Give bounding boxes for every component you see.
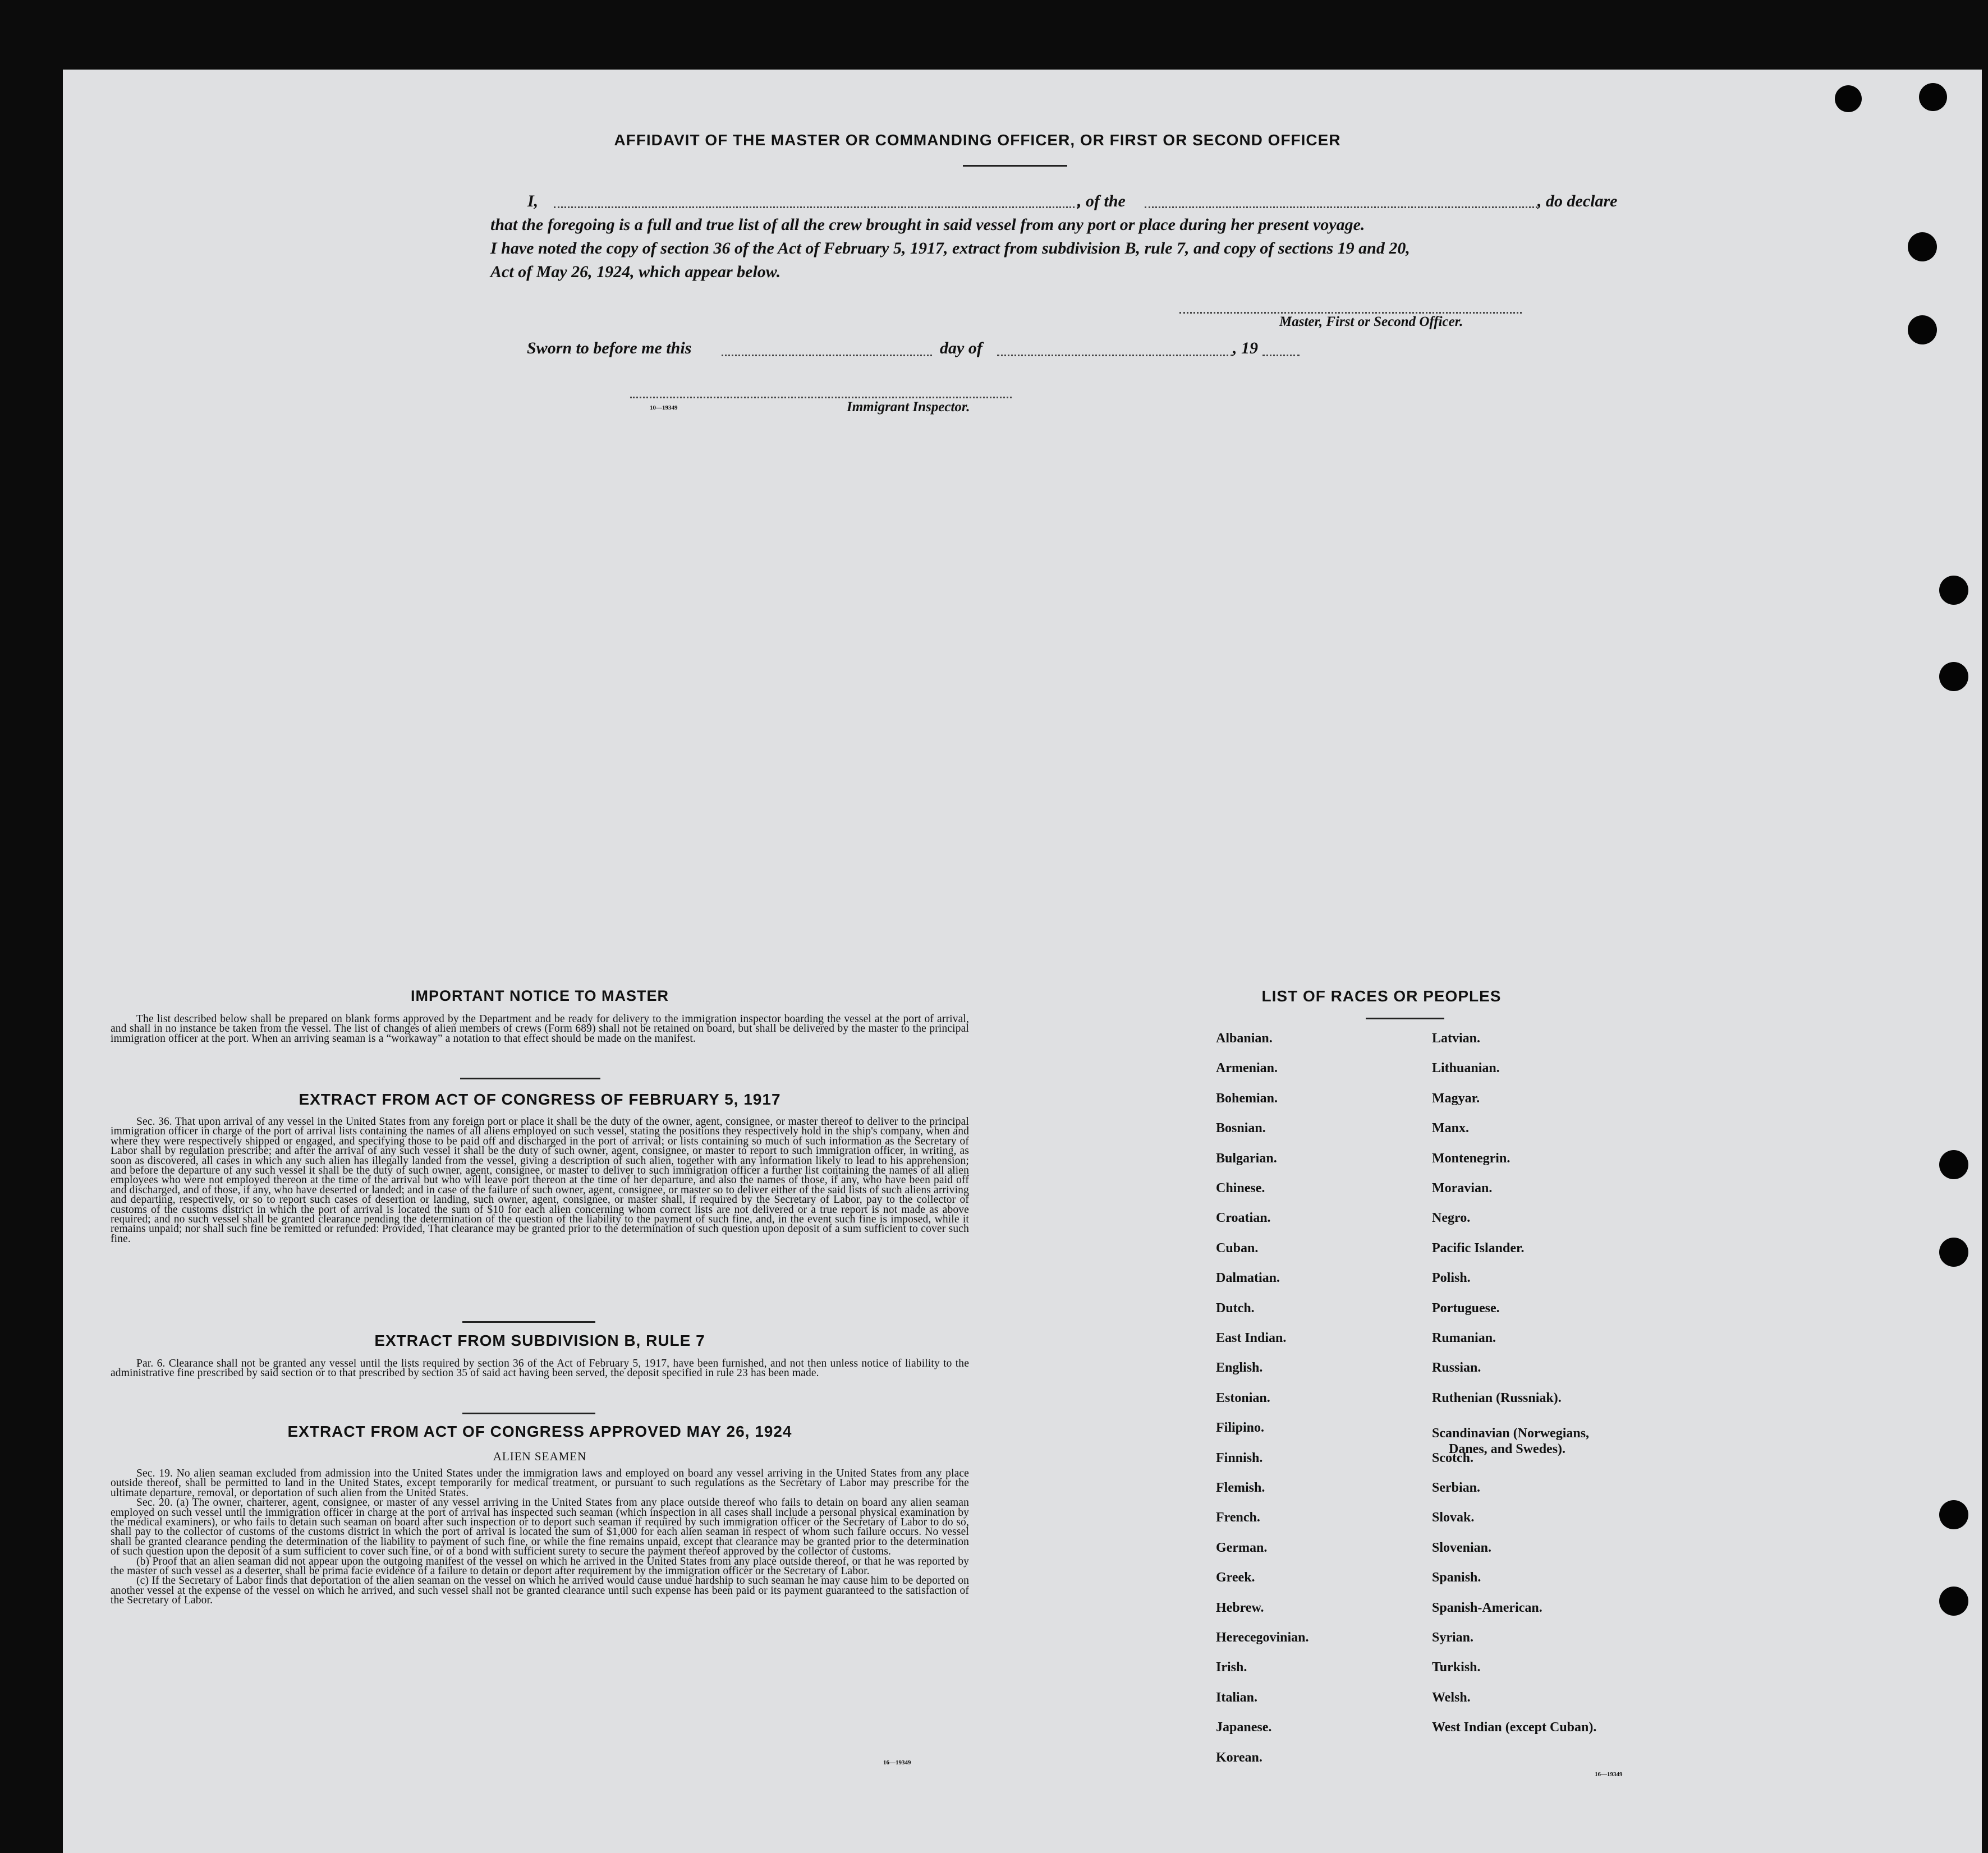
race-item: Magyar. [1432, 1091, 1480, 1106]
race-item: Japanese. [1216, 1720, 1272, 1735]
race-item: Chinese. [1216, 1181, 1265, 1196]
sec20b-text: (b) Proof that an alien seaman did not appear upon the outgoing manifest of the vessel on which he arrived in the United States from any place outside thereof, or that he was reported by the master of such vessel as a deserter, shall be prima facie evidence of a failure to detain or deport after requirement by the immigration officer or the Secretary of Labor. [111, 1555, 969, 1578]
notice-rule [460, 1078, 600, 1079]
race-item: Bohemian. [1216, 1091, 1278, 1106]
race-item: Scotch. [1432, 1450, 1473, 1465]
name-blank [554, 206, 1078, 208]
extract-1917-title: EXTRACT FROM ACT OF CONGRESS OF FEBRUARY 5, 1917 [299, 1091, 781, 1108]
race-item: Dutch. [1216, 1300, 1255, 1316]
race-item: Pacific Islander. [1432, 1240, 1525, 1256]
race-item: Ruthenian (Russniak). [1432, 1390, 1562, 1405]
race-item: Hebrew. [1216, 1600, 1264, 1615]
race-item: Slovenian. [1432, 1540, 1492, 1555]
race-item: Filipino. [1216, 1420, 1265, 1436]
signature-label: Master, First or Second Officer. [1279, 314, 1463, 329]
race-item: Korean. [1216, 1750, 1262, 1765]
race-item: Bulgarian. [1216, 1151, 1277, 1166]
race-item: Manx. [1432, 1121, 1469, 1136]
affidavit-form-number: 10—19349 [650, 404, 678, 411]
race-item: Bosnian. [1216, 1121, 1266, 1136]
punch-hole [1939, 1238, 1968, 1267]
form-sheet [63, 70, 1982, 1853]
year-blank [1262, 355, 1300, 356]
race-item: Rumanian. [1432, 1331, 1496, 1345]
race-item: Finnish. [1216, 1450, 1263, 1465]
punch-hole [1939, 1587, 1968, 1616]
inspector-label: Immigrant Inspector. [847, 399, 970, 415]
sworn-text: Sworn to before me this [527, 339, 692, 357]
extract-1924-subtitle: ALIEN SEAMEN [493, 1450, 587, 1463]
race-item: Croatian. [1216, 1211, 1271, 1226]
sec20c-text: (c) If the Secretary of Labor finds that deportation of the alien seaman on the vessel on which he arrived would cause undue hardship to such seaman he may cause him to be deported on another vessel at the expense of the vessel on which he arrived, and such vessel shall not be granted clearance until such expense has been paid or its payment guaranteed to the satisfaction of the Secretary of Labor. [111, 1575, 969, 1607]
race-item: Herecegovinian. [1216, 1630, 1309, 1645]
affidavit-do-declare: , do declare [1537, 192, 1618, 210]
race-item: German. [1216, 1540, 1268, 1555]
race-item: Russian. [1432, 1360, 1481, 1376]
race-item: Moravian. [1432, 1181, 1493, 1196]
race-item: English. [1216, 1360, 1263, 1376]
sec19-text: Sec. 19. No alien seaman excluded from admission into the United States under the immigration laws and employed on board any vessel arriving in the United States from any place outside thereof, shall be permitted to land in the United States, except temporarily for medical treatment, or pursuant to such regulations as the Secretary of Labor may prescribe for the ultimate departure, removal, or deportation of such alien from the United States. [111, 1468, 969, 1499]
punch-hole [1939, 1500, 1968, 1529]
race-item: Dalmatian. [1216, 1271, 1280, 1286]
extract-1924-text [111, 1469, 969, 1606]
race-item: Slovak. [1432, 1510, 1475, 1525]
race-item: Italian. [1216, 1690, 1258, 1705]
notice-title: IMPORTANT NOTICE TO MASTER [411, 987, 669, 1004]
punch-hole [1919, 83, 1947, 111]
vessel-blank [1145, 206, 1537, 208]
race-item: Armenian. [1216, 1061, 1278, 1076]
punch-hole [1939, 1150, 1968, 1179]
extract-rule7-title: EXTRACT FROM SUBDIVISION B, RULE 7 [374, 1332, 705, 1349]
race-item: Scandinavian (Norwegians, [1432, 1426, 1590, 1441]
race-item: Lithuanian. [1432, 1061, 1500, 1076]
races-rule [1366, 1018, 1444, 1019]
inspector-blank [630, 397, 1012, 398]
notice-text: The list described below shall be prepared on blank forms approved by the Department and be ready for delivery to the immigration inspector boarding the vessel at the port of arrival, and shall in no instance be taken from the vessel. The list of changes of alien members of crews (Form 689) shall not be retained on board, but shall be delivered by the master to the principal immigration officer at the port. When an arriving seaman is a “workaway” a notation to that effect should be made on the manifest. [111, 1013, 969, 1045]
affidavit-line2: that the foregoing is a full and true list of all the crew brought in said vessel from any port or place during her present voyage. [490, 215, 1365, 234]
affidavit-title: AFFIDAVIT OF THE MASTER OR COMMANDING OFFICER, OR FIRST OR SECOND OFFICER [614, 131, 1341, 149]
race-item: East Indian. [1216, 1331, 1287, 1345]
race-item: Flemish. [1216, 1480, 1265, 1495]
sec20a-text: Sec. 20. (a) The owner, charterer, agent, consignee, or master of any vessel arriving in the United States from any place outside thereof who fails to detain on board any alien seaman employed on such vessel until the immigration officer in charge at the port of arrival has inspected such seaman (which inspection in all cases shall include a personal physical examination by the medical examiners), or who fails to detain such seaman on board after such inspection or to deport such seaman if required by such immigration officer or the Secretary of Labor to do so, shall pay to the collector of customs of the customs district in which the port of arrival is located the sum of $1,000 for each alien seaman in respect of whom such failure occurs. No vessel shall be granted clearance pending the determination of the liability to payment of such fine, or while the fine remains unpaid, except that clearance may be granted prior to the determination of such question upon the deposit of a sum sufficient to cover such fine, or of a bond with sufficient surety to secure the payment thereof approved by the collector of customs. [111, 1497, 969, 1558]
punch-hole [1939, 662, 1968, 691]
sworn-year: , 19 [1233, 339, 1258, 357]
races-form-number: 16—19349 [1595, 1771, 1623, 1778]
extract-1917-text: Sec. 36. That upon arrival of any vessel in the United States from any foreign port or place it shall be the duty of the owner, agent, consignee, or master thereof to deliver to the principal immigration officer in charge of the port of arrival lists containing the names of all aliens employed on such vessel, stating the positions they respectively hold in the ship's company, when and where they were respectively shipped or engaged, and specifying those to be paid off and discharged in the port of arrival; or lists containing so much of such information as the Secretary of Labor shall by regulation prescribe; and after the arrival of any such vessel it shall be the duty of such owner, agent, consignee, or master to report to such immigration officer, in writing, as soon as discovered, all cases in which any such alien has illegally landed from the vessel, giving a description of such alien, together with any information likely to lead to his apprehension; and before the departure of any such vessel it shall be the duty of such owner, agent, consignee, or master to deliver to such immigration officer a further list containing the names of all alien employees who were not employed thereon at the time of the arrival but who will leave port thereon at the time of her departure, and also the names of those, if any, who have been paid off and discharged, and of those, if any, who have deserted or landed; and in case of the failure of such owner, agent, consignee, or master so to deliver either of the said lists of such aliens arriving and departing, respectively, or so to report such cases of desertion or landing, such owner, agent, consignee, or master shall, if required by the Secretary of Labor, pay to the collector of customs of the customs district in which the port of arrival is located the sum of $10 for each alien concerning whom correct lists are not delivered or a true report is not made as above required; and no such vessel shall be granted clearance pending the determination of the question of the liability to the payment of such fine, and, in the event such fine is imposed, while it remains unpaid; nor shall such fine be remitted or refunded: Provided, That clearance may be granted prior to the determination of such question upon deposit of a sum sufficient to cover such fine. [111, 1116, 969, 1245]
race-item: Negro. [1432, 1211, 1471, 1226]
sworn-day-of: day of [940, 339, 982, 357]
race-item: Syrian. [1432, 1630, 1474, 1645]
race-item: Estonian. [1216, 1390, 1270, 1405]
extract-rule7-text: Par. 6. Clearance shall not be granted any vessel until the lists required by section 36 of the Act of February 5, 1917, have been furnished, and not then unless notice of liability to the administrative fine prescribed by said section or to that prescribed by section 35 of said act having been served, the deposit specified in rule 23 has been made. [111, 1358, 969, 1380]
race-item: Latvian. [1432, 1031, 1481, 1046]
punch-hole [1835, 85, 1862, 112]
day-blank [722, 355, 932, 356]
race-item: Spanish. [1432, 1570, 1481, 1585]
races-title: LIST OF RACES OR PEOPLES [1261, 987, 1502, 1005]
punch-hole [1908, 315, 1937, 344]
race-item: Greek. [1216, 1570, 1255, 1585]
race-item: Danes, and Swedes). [1449, 1442, 1566, 1457]
title-rule [963, 165, 1067, 167]
extract-1924-title: EXTRACT FROM ACT OF CONGRESS APPROVED MAY 26, 1924 [287, 1423, 792, 1440]
signature-blank [1179, 312, 1522, 314]
punch-hole [1908, 232, 1937, 261]
race-item: Irish. [1216, 1660, 1247, 1675]
race-item: Spanish-American. [1432, 1600, 1542, 1615]
extract-1924-form-number: 16—19349 [883, 1759, 911, 1766]
race-item: Montenegrin. [1432, 1151, 1510, 1166]
affidavit-i: I, [527, 192, 539, 210]
race-item: Cuban. [1216, 1240, 1259, 1256]
affidavit-of-the: , of the [1077, 192, 1126, 210]
race-item: Portuguese. [1432, 1300, 1500, 1316]
affidavit-line3: I have noted the copy of section 36 of the Act of February 5, 1917, extract from subdivision B, rule 7, and copy of sections 19 and 20, [490, 239, 1410, 258]
punch-hole [1939, 576, 1968, 605]
race-item: French. [1216, 1510, 1260, 1525]
race-item: Polish. [1432, 1271, 1471, 1286]
month-blank [997, 355, 1233, 356]
race-item: West Indian (except Cuban). [1432, 1720, 1597, 1735]
extract-1917-rule [462, 1321, 595, 1323]
race-item: Welsh. [1432, 1690, 1471, 1705]
affidavit-line4: Act of May 26, 1924, which appear below. [490, 263, 781, 281]
race-item: Albanian. [1216, 1031, 1273, 1046]
race-item: Serbian. [1432, 1480, 1481, 1495]
race-item: Turkish. [1432, 1660, 1481, 1675]
extract-rule7-rule [462, 1413, 595, 1414]
